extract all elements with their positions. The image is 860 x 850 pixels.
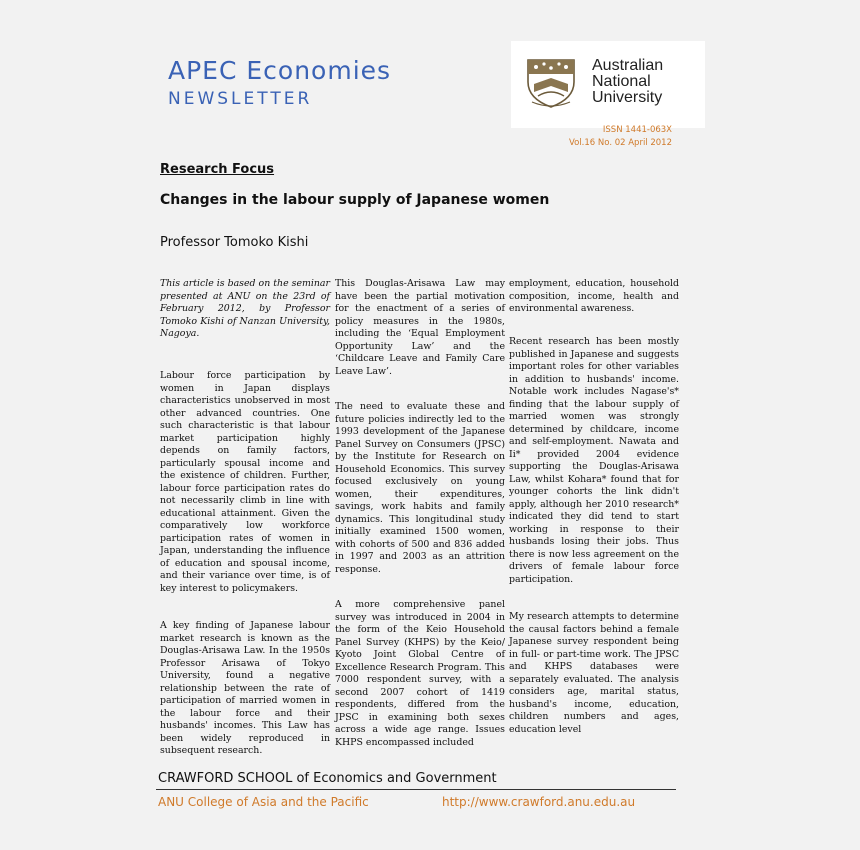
university-name: Australian National University [592,57,664,106]
footer-college: ANU College of Asia and the Pacific [158,795,369,809]
column-1-para-3: A key finding of Japanese labour market research is known as the Douglas-Arisawa Law. In the 1950s Professor Arisawa of Tokyo University, found a negative relationship between the rate of participation of married women in the labour force and their husbands' incomes. This Law has been widely reproduced in subsequent research. [160,620,330,756]
column-1 [160,278,330,341]
footer-divider [156,789,676,790]
article-headline: Changes in the labour supply of Japanese women [160,192,550,208]
issue-info [569,124,672,150]
volume-info: Vol.16 No. 02 April 2012 [568,138,672,148]
footer-url-link[interactable]: http://www.crawford.anu.edu.au [442,795,636,809]
column-2-para-2: The need to evaluate these and future policies indirectly led to the 1993 development of the Japanese Panel Survey on Consumers (JPSC) by the Institute for Research on Household Economics. This survey focused exclusively on young women, their expenditures, savings, work habits and family dynamics. This longitudinal study initially examined 1500 women, with cohorts of 500 and 836 added in 1997 and 2003 as an attrition response. [335,401,505,575]
article-author: Professor Tomoko Kishi [160,235,309,250]
section-heading: Research Focus [160,162,275,177]
intro-note: This article is based on the seminar presented at ANU on the 23rd of February 2012, by Professor Tomoko Kishi of Nanzan University, Nagoya. [160,278,330,339]
column-1-para-2: Labour force participation by women in Japan displays characteristics unobserved in most other advanced countries. One such characteristic is that labour market participation highly depends on family factors, particularly spousal income and the existence of children. Further, labour force participation rates do not necessarily climb in line with educational attainment. Given the comparatively low workforce participation rates of women in Japan, understanding the influence of education and spousal income, and their variance over time, is of key interest to policymakers. [160,370,330,594]
footer-school: CRAWFORD SCHOOL of Economics and Government [158,771,497,786]
newsletter-subtitle: NEWSLETTER [168,89,313,109]
column-3-para-3: My research attempts to determine the causal factors behind a female Japanese survey respondent being in full- or part-time work. The JPSC and KHPS databases were separately evaluated. The analysis considers age, marital status, husband's income, education, children numbers and ages, education level [509,611,679,735]
column-2-para-3: A more comprehensive panel survey was introduced in 2004 in the form of the Keio Household Panel Survey (KHPS) by the Keio/ Kyoto Joint Global Centre of Excellence Research Program. This 7000 respondent survey, with a second 2007 cohort of 1419 respondents, differed from the JPSC in examining both sexes across a wide age range. Issues KHPS encompassed included [335,599,505,748]
column-3-para-2: Recent research has been mostly published in Japanese and suggests important roles for other variables in addition to husbands' income. Notable work includes Nagase's* finding that the labour supply of married women was strongly determined by childcare, income and self-employment. Nawata and Ii* provided 2004 evidence supporting the Douglas-Arisawa Law, whilst Kohara* found that for younger cohorts the link didn't apply, although her 2010 research* indicated they did tend to start working in response to their husbands losing their jobs. Thus there is now less agreement on the drivers of female labour force participation. [509,336,679,585]
crest-icon [524,56,578,108]
column-2: This Douglas-Arisawa Law may have been the partial motivation for the enactment of a series of policy measures in the 1980s, including the ‘Equal Employment Opportunity Law’ and the ‘Childcare Leave and Family Care Leave Law’. [335,278,505,377]
newsletter-title: APEC Economies [168,56,392,85]
column-3: employment, education, household composition, income, health and environmental awareness. [509,278,679,314]
issn-number: ISSN 1441-063X [602,125,672,135]
